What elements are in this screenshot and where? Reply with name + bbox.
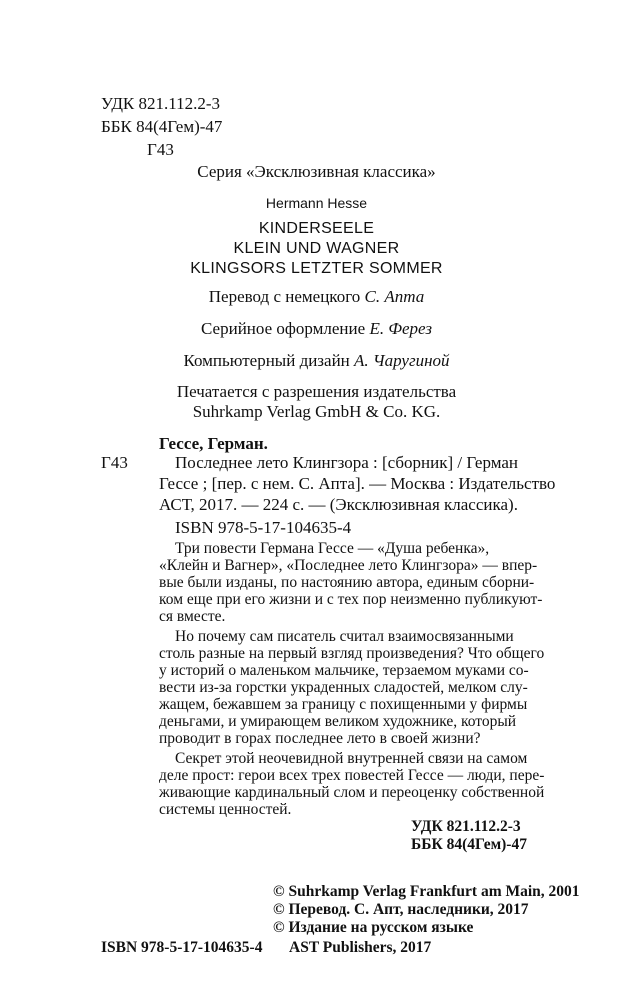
annotation-p1-l4: ком еще при его жизни и с тех пор неизменно публикуют-	[159, 591, 543, 608]
annotation-p2-l7: проводит в горах последнее лето в своей жизни?	[159, 730, 481, 747]
catalog-author-heading: Гессе, Герман.	[159, 434, 268, 453]
author-mark-code: Г43	[147, 140, 174, 159]
original-title-2: KLEIN UND WAGNER	[233, 240, 400, 257]
computer-design-label: Компьютерный дизайн	[183, 351, 355, 370]
catalog-description-line-2: Гессе ; [пер. с нем. С. Апта]. — Москва : Издательство	[159, 474, 556, 493]
original-title-1: KINDERSEELE	[258, 220, 375, 237]
original-author: Hermann Hesse	[265, 195, 368, 211]
catalog-description-line-1: Последнее лето Клингзора : [сборник] / Герман	[175, 453, 519, 472]
original-title-3: KLINGSORS LETZTER SOMMER	[190, 260, 443, 277]
translation-label: Перевод с немецкого	[208, 287, 365, 306]
permission-line-1: Печатается с разрешения издательства	[176, 382, 457, 401]
udk-code: УДК 821.112.2-3	[101, 94, 221, 113]
annotation-p3-l4: системы ценностей.	[159, 801, 292, 818]
annotation-p2-l5: жащем, бежавшем за границу с похищенными у фирмы	[159, 696, 528, 713]
annotation-p3-l2: деле прост: герои всех трех повестей Гессе — люди, пере-	[159, 767, 545, 784]
bottom-publisher: AST Publishers, 2017	[289, 939, 432, 956]
annotation-p2-l3: у историй о маленьком мальчике, терзаемом муками со-	[159, 662, 529, 679]
catalog-description-line-3: АСТ, 2017. — 224 с. — (Эксклюзивная классика).	[159, 495, 518, 514]
annotation-p1-l3: вые были изданы, по настоянию автора, единым сборни-	[159, 574, 535, 591]
design-credit	[0, 319, 633, 339]
bbk-code: ББК 84(4Гем)-47	[101, 117, 223, 136]
annotation-p3-l1: Секрет этой неочевидной внутренней связи на самом	[175, 750, 528, 767]
annotation-p2-l1: Но почему сам писатель считал взаимосвязанными	[175, 628, 514, 645]
catalog-isbn: ISBN 978-5-17-104635-4	[175, 518, 352, 537]
footer-bbk-code: ББК 84(4Гем)-47	[411, 836, 527, 853]
annotation-p1-l2: «Клейн и Вагнер», «Последнее лето Клингзора» — впер-	[159, 557, 538, 574]
copyright-line-2: © Перевод. С. Апт, наследники, 2017	[273, 901, 529, 918]
computer-designer-name: А. Чаругиной	[354, 351, 450, 370]
footer-udk-code: УДК 821.112.2-3	[411, 818, 521, 835]
annotation-p1-l5: ся вместе.	[159, 608, 226, 625]
annotation-p2-l4: вести из-за горстки украденных сладостей, мелком слу-	[159, 679, 528, 696]
designer-name: Е. Ферез	[369, 319, 432, 338]
annotation-p2-l2: столь разные на первый взгляд произведения? Что общего	[159, 645, 545, 662]
series-line: Серия «Эксклюзивная классика»	[197, 162, 436, 181]
design-label: Серийное оформление	[201, 319, 370, 338]
computer-design-credit	[0, 351, 633, 371]
bottom-isbn: ISBN 978-5-17-104635-4	[101, 939, 263, 956]
permission-line-2: Suhrkamp Verlag GmbH & Co. KG.	[192, 402, 441, 421]
annotation-p2-l6: деньгами, и умирающем великом художнике, который	[159, 713, 517, 730]
catalog-code: Г43	[101, 453, 128, 472]
copyright-line-1: © Suhrkamp Verlag Frankfurt am Main, 2001	[273, 883, 580, 900]
translation-credit	[0, 287, 633, 307]
translator-name: С. Апта	[364, 287, 425, 306]
copyright-line-3: © Издание на русском языке	[273, 919, 474, 936]
annotation-p1-l1: Три повести Германа Гессе — «Душа ребенка»,	[175, 540, 490, 557]
annotation-p3-l3: живающие кардинальный слом и переоценку собственной	[159, 784, 545, 801]
